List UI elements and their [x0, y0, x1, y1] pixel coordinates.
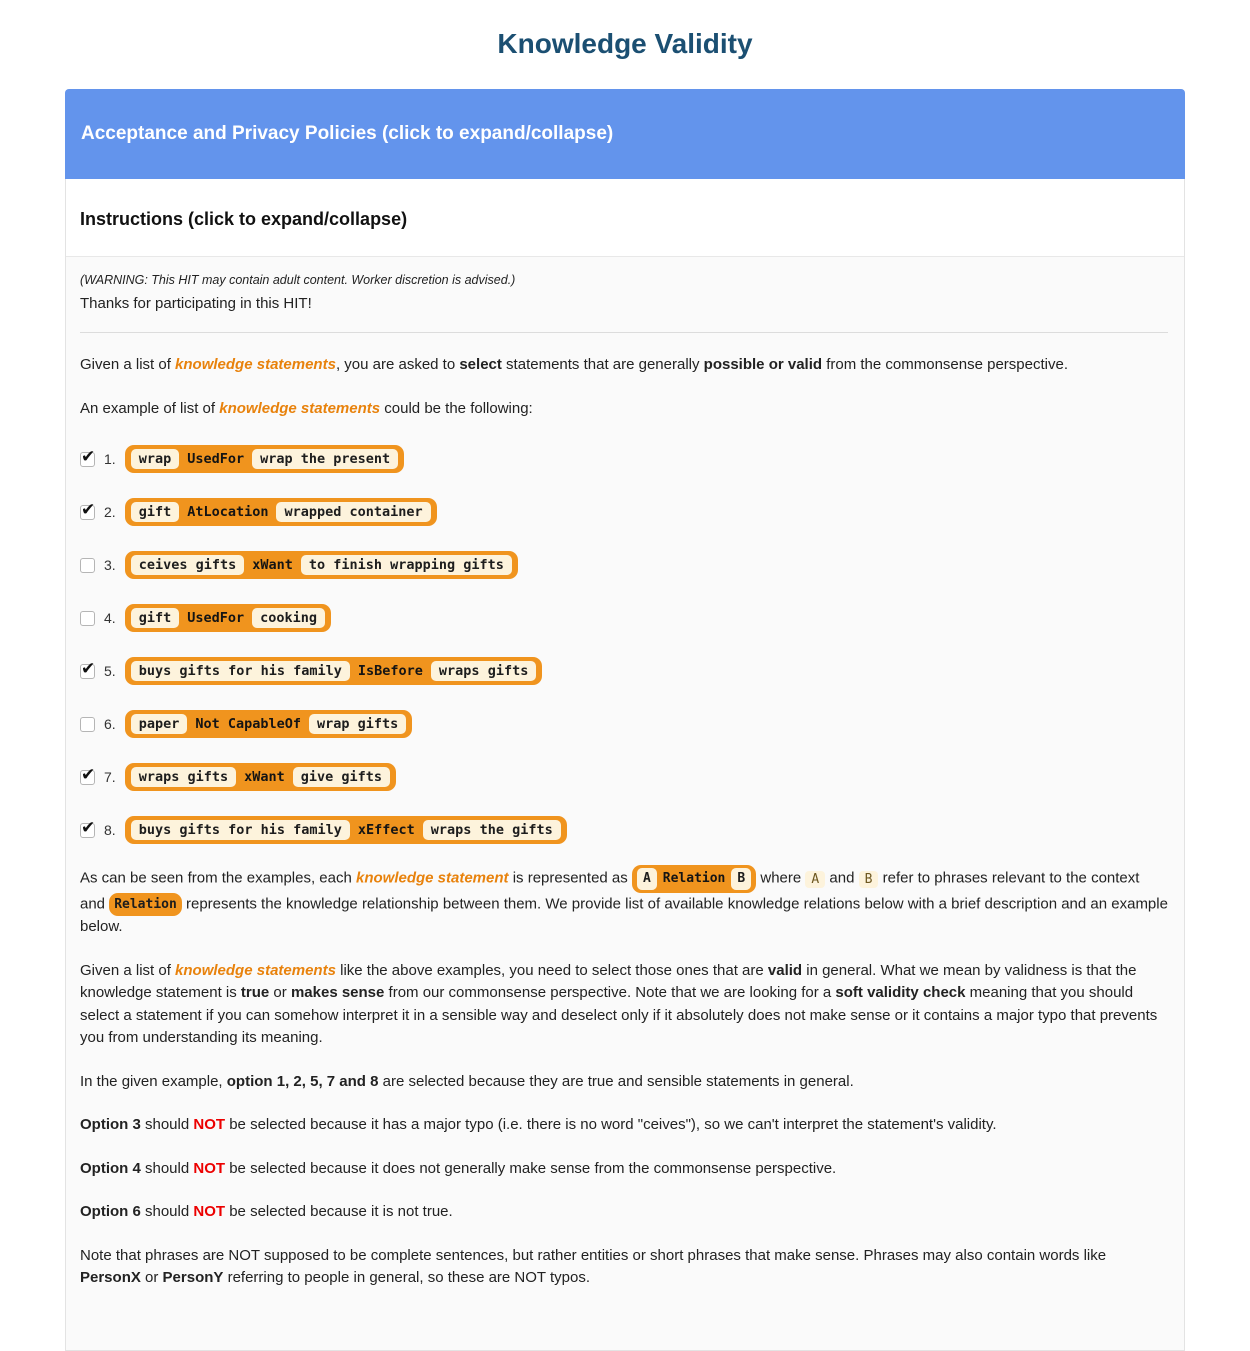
tail-phrase: wrapped container — [276, 502, 430, 522]
knowledge-statement-pill — [125, 657, 543, 685]
tail-phrase: wrap the present — [252, 449, 398, 469]
knowledge-statement-pill — [125, 763, 396, 791]
text-segment: referring to people in general, so these are NOT typos. — [223, 1269, 590, 1286]
validity-paragraph — [80, 960, 1168, 1050]
statement-checkbox-8[interactable] — [80, 823, 95, 838]
page-content — [65, 28, 1185, 1351]
tail-phrase: B — [731, 868, 751, 890]
statement-checkbox-3[interactable] — [80, 558, 95, 573]
text-segment: represents the knowledge relationship between them. We provide list of available knowledge relations below with a brief description and an example below. — [80, 895, 1168, 935]
knowledge-statement-pill — [125, 604, 331, 632]
inline-statement-pill — [632, 865, 756, 893]
text-segment: knowledge statements — [219, 399, 381, 417]
head-phrase: buys gifts for his family — [131, 820, 350, 840]
text-segment: or — [140, 1269, 163, 1286]
statement-checkbox-2[interactable] — [80, 505, 95, 520]
head-phrase: gift — [131, 608, 180, 628]
text-segment: possible or valid — [703, 356, 823, 373]
text-segment: NOT — [193, 1116, 226, 1133]
text-segment: could be the following: — [380, 399, 533, 417]
tail-phrase: cooking — [252, 608, 325, 628]
tail-phrase: give gifts — [293, 767, 390, 787]
text-segment: statements that are generally — [501, 356, 704, 373]
text-segment: Given a list of — [80, 356, 176, 373]
divider — [80, 332, 1168, 333]
text-segment: be selected because it is not true. — [225, 1203, 453, 1220]
knowledge-statement-pill — [125, 445, 404, 473]
statement-row-8 — [80, 816, 1168, 844]
statement-number: 3. — [104, 557, 116, 573]
text-segment: from the commonsense perspective. — [822, 356, 1068, 373]
relation-label: xWant — [244, 769, 285, 785]
statement-checkbox-6[interactable] — [80, 717, 95, 732]
tail-phrase: to finish wrapping gifts — [301, 555, 512, 575]
text-segment: soft validity check — [835, 984, 966, 1001]
text-segment: knowledge statement — [355, 869, 509, 887]
phrases-note-paragraph — [80, 1245, 1168, 1290]
thanks-line: Thanks for participating in this HIT! — [80, 295, 312, 312]
text-segment: option 1, 2, 5, 7 and 8 — [226, 1072, 379, 1090]
text-segment: should — [140, 1116, 194, 1133]
text-segment: or — [269, 984, 291, 1001]
text-segment: be selected because it has a major typo (i.e. there is no word "ceives"), so we can't interpret the statement's validity. — [225, 1116, 997, 1133]
head-phrase: ceives gifts — [131, 555, 245, 575]
text-segment: An example of list of — [80, 399, 220, 417]
text-segment: from our commonsense perspective. Note that we are looking for a — [384, 984, 836, 1001]
relation-label: AtLocation — [187, 504, 269, 520]
text-segment: be selected because it does not generally make sense from the commonsense perspective. — [225, 1159, 837, 1177]
knowledge-statement-pill — [125, 498, 437, 526]
statement-row-2 — [80, 498, 1168, 526]
head-phrase: paper — [131, 714, 188, 734]
text-segment: knowledge statements — [175, 356, 336, 373]
statement-checkbox-4[interactable] — [80, 611, 95, 626]
text-segment: knowledge statements — [175, 961, 336, 979]
statement-row-6 — [80, 710, 1168, 738]
text-segment: should — [140, 1159, 194, 1177]
text-segment: like the above examples, you need to select those ones that are — [335, 961, 768, 979]
option6-paragraph — [80, 1201, 1168, 1224]
option4-paragraph — [80, 1158, 1168, 1181]
instructions-collapse-header[interactable] — [66, 179, 1184, 256]
selected-example-paragraph — [80, 1071, 1168, 1094]
text-segment: Note that phrases are NOT supposed to be complete sentences, but rather entities or short phrases that make sense. Phrases may also contain words like — [80, 1246, 1107, 1264]
text-segment: should — [140, 1203, 194, 1220]
knowledge-statement-pill — [125, 551, 518, 579]
text-segment: is represented as — [508, 869, 632, 887]
text-segment: As can be seen from the examples, each — [80, 869, 356, 887]
text-segment: where — [756, 869, 806, 887]
policies-collapse-header-label: Acceptance and Privacy Policies (click to expand/collapse) — [81, 123, 614, 144]
relation-label: Not CapableOf — [195, 716, 301, 732]
representation-paragraph — [80, 865, 1168, 939]
text-segment: makes sense — [290, 984, 385, 1001]
statement-number: 4. — [104, 610, 116, 626]
policies-collapse-header[interactable] — [65, 89, 1185, 179]
text-segment: , you are asked to — [335, 356, 460, 373]
inline-code-chip: A — [805, 871, 825, 888]
text-segment: NOT — [193, 1159, 226, 1177]
page-title: Knowledge Validity — [497, 28, 753, 59]
text-segment: valid — [767, 961, 803, 979]
head-phrase: A — [637, 868, 657, 890]
statement-checkbox-5[interactable] — [80, 664, 95, 679]
tail-phrase: wraps gifts — [431, 661, 536, 681]
statement-row-4 — [80, 604, 1168, 632]
statement-number: 7. — [104, 769, 116, 785]
text-segment: Option 6 — [80, 1203, 141, 1220]
relation-label: UsedFor — [187, 451, 245, 467]
option3-paragraph — [80, 1114, 1168, 1137]
relation-label: xWant — [252, 557, 293, 573]
text-segment: PersonX — [80, 1269, 141, 1286]
text-segment: Option 4 — [80, 1159, 141, 1177]
text-segment: and — [825, 869, 859, 887]
tail-phrase: wraps the gifts — [423, 820, 561, 840]
text-segment: are selected because they are true and sensible statements in general. — [378, 1072, 854, 1090]
statement-row-7 — [80, 763, 1168, 791]
text-segment: in general. What we mean by validness is that the knowledge statement is — [80, 961, 1137, 1001]
instructions-panel — [65, 179, 1185, 1351]
inline-relation-chip: Relation — [109, 893, 182, 917]
inline-code-chip: B — [859, 871, 879, 888]
text-segment: meaning that you should select a statement if you can somehow interpret it in a sensible way and deselect only if it absolutely does not make sense or it contains a major typo that prevents you from understanding its meaning. — [80, 984, 1158, 1046]
relation-label: IsBefore — [357, 663, 423, 679]
relation-label: UsedFor — [187, 610, 245, 626]
text-segment: select — [459, 356, 502, 373]
statement-row-1 — [80, 445, 1168, 473]
statement-number: 8. — [104, 822, 116, 838]
relation-label: xEffect — [357, 822, 415, 838]
head-phrase: wraps gifts — [131, 767, 236, 787]
text-segment: true — [240, 984, 270, 1001]
head-phrase: gift — [131, 502, 180, 522]
statement-checkbox-1[interactable] — [80, 452, 95, 467]
statement-row-3 — [80, 551, 1168, 579]
statement-number: 5. — [104, 663, 116, 679]
instructions-collapse-header-label: Instructions (click to expand/collapse) — [80, 209, 408, 229]
text-segment: NOT — [193, 1203, 226, 1220]
statement-list — [80, 445, 1168, 844]
head-phrase: wrap — [131, 449, 180, 469]
text-segment: Option 3 — [80, 1116, 141, 1133]
statement-number: 6. — [104, 716, 116, 732]
statement-row-5 — [80, 657, 1168, 685]
adult-content-warning: (WARNING: This HIT may contain adult content. Worker discretion is advised.) — [80, 273, 516, 287]
relation-label: Relation — [662, 871, 726, 886]
text-segment: Given a list of — [80, 961, 176, 979]
intro-paragraph — [80, 354, 1168, 377]
statement-number: 1. — [104, 451, 116, 467]
text-segment: In the given example, — [80, 1072, 227, 1090]
text-segment: refer to phrases relevant to the context and — [80, 869, 1140, 913]
text-segment: PersonY — [162, 1269, 224, 1286]
tail-phrase: wrap gifts — [309, 714, 406, 734]
statement-checkbox-7[interactable] — [80, 770, 95, 785]
knowledge-statement-pill — [125, 710, 413, 738]
example-intro-paragraph — [80, 398, 1168, 421]
instructions-body — [66, 256, 1184, 1350]
head-phrase: buys gifts for his family — [131, 661, 350, 681]
knowledge-statement-pill — [125, 816, 567, 844]
statement-number: 2. — [104, 504, 116, 520]
